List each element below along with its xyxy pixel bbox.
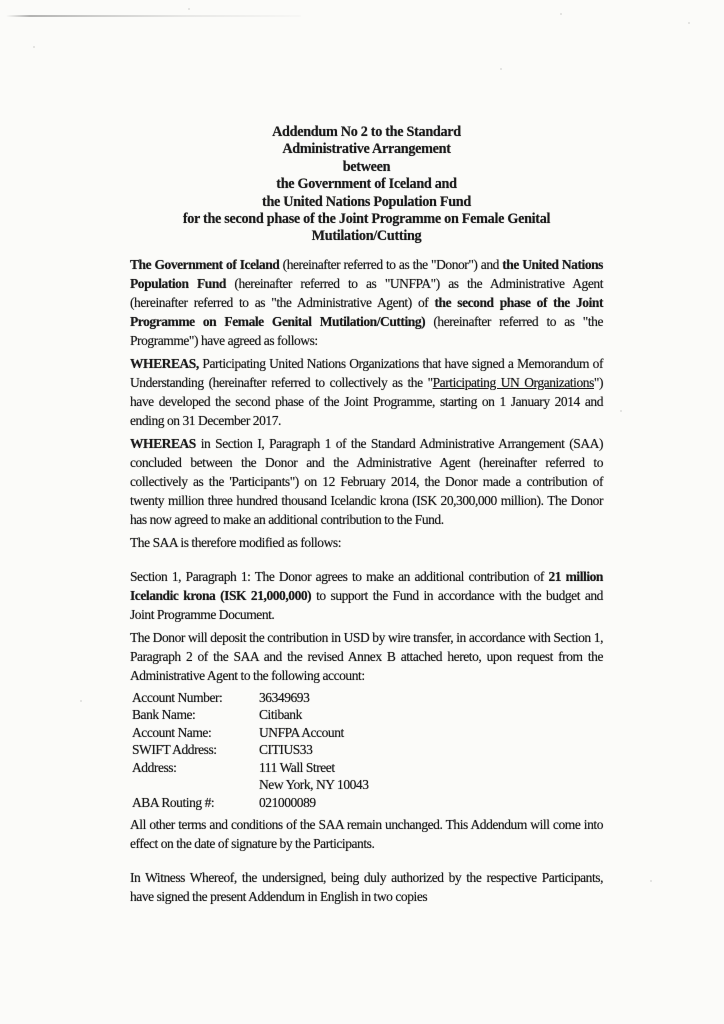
account-row — [132, 689, 603, 707]
text-segment: the United Nations Population Fund — [130, 256, 603, 291]
paragraph-whereas-2 — [130, 434, 603, 529]
scan-speck — [500, 68, 502, 70]
text-segment: The Donor will deposit the contribution in USD by wire transfer, in accordance with Section 1, Paragraph 2 of the SAA and the revised Annex B attached hereto, upon request from the Administrative Agent to the following account: — [130, 629, 603, 683]
scan-speck — [80, 700, 82, 702]
document-title — [130, 124, 603, 246]
text-segment: (hereinafter referred to as the "Donor") and — [279, 256, 503, 272]
paragraph-witness — [130, 868, 603, 906]
document-body — [130, 124, 603, 910]
paragraph-section-1 — [130, 567, 603, 624]
scan-artifact-streak — [6, 15, 301, 17]
text-segment: ") have developed the second phase of the Joint Programme, starting on 1 January 2014 and ending on 31 December 2017. — [130, 374, 603, 428]
paragraph-deposit — [130, 628, 603, 685]
text-segment: The Government of Iceland — [130, 256, 280, 272]
paragraph-parties — [130, 255, 603, 350]
text-segment: to support the Fund in accordance with the budget and Joint Programme Document. — [130, 587, 603, 622]
account-field-value: 111 Wall Street — [259, 759, 335, 775]
text-segment: WHEREAS — [130, 435, 196, 451]
scan-speck — [188, 8, 190, 10]
account-field-value: UNFPA Account — [259, 724, 344, 740]
text-segment: All other terms and conditions of the SAA remain unchanged. This Addendum will come into effect on the date of signature by the Participants. — [130, 817, 603, 852]
account-field-value: Citibank — [259, 707, 302, 723]
account-field-label: Account Name: — [132, 724, 212, 740]
account-field-label: Address: — [132, 759, 177, 775]
scan-speck — [620, 410, 622, 412]
title-line: the United Nations Population Fund — [262, 193, 471, 210]
account-field-value: CITIUS33 — [259, 742, 313, 758]
title-line: for the second phase of the Joint Programme on Female Genital — [182, 211, 551, 228]
account-field-value: 36349693 — [259, 689, 310, 705]
account-row — [132, 724, 603, 742]
account-field-label: Account Number: — [132, 689, 223, 705]
scan-speck — [650, 880, 652, 882]
text-segment: in Section I, Paragraph 1 of the Standard Administrative Arrangement (SAA) concluded between the Donor and the Administrative Agent (hereinafter referred to collectively as the 'Participants") on 12 February 2014, the Donor made a contribution of twenty million three hundred thousand Icelandic krona (ISK 20,300,000 million). The Donor has now agreed to make an additional contribution to the Fund. — [130, 435, 603, 527]
scan-speck — [33, 46, 35, 48]
account-row — [132, 759, 603, 777]
account-row — [132, 741, 603, 759]
text-segment: the second phase of the Joint Programme on Female Genital Mutilation/Cutting) — [130, 294, 603, 329]
account-field-value: New York, NY 10043 — [259, 777, 369, 793]
title-line: the Government of Iceland and — [276, 176, 457, 193]
scan-speck — [560, 13, 562, 15]
account-field-value: 021000089 — [259, 794, 316, 810]
account-field-label — [132, 776, 259, 794]
paragraph-saa-modified — [130, 533, 603, 552]
text-segment: (hereinafter referred to as "the Programme") have agreed as follows: — [130, 313, 603, 348]
text-segment: 21 million Icelandic krona (ISK 21,000,000) — [130, 568, 603, 603]
title-line: Mutilation/Cutting — [311, 228, 422, 245]
account-row — [132, 776, 603, 794]
scan-speck — [688, 22, 690, 24]
text-segment: WHEREAS, — [130, 355, 199, 371]
text-segment: Participating UN Organizations — [432, 374, 594, 390]
text-segment: Participating United Nations Organizations that have signed a Memorandum of Understanding (hereinafter referred to collectively as the " — [130, 355, 603, 390]
account-row — [132, 794, 603, 812]
title-line: Addendum No 2 to the Standard — [272, 124, 461, 140]
account-details — [132, 689, 603, 812]
paragraph-unchanged — [130, 815, 603, 853]
text-segment: (hereinafter referred to as "UNFPA") as the Administrative Agent (hereinafter referred to as "the Administrative Agent) of — [130, 275, 603, 310]
text-segment: In Witness Whereof, the undersigned, being duly authorized by the respective Participants, have signed the present Addendum in English in two copies — [130, 870, 603, 905]
title-line: between — [342, 158, 391, 175]
account-field-label: ABA Routing #: — [132, 794, 215, 810]
account-field-label: Bank Name: — [132, 707, 196, 723]
title-line: Administrative Arrangement — [282, 141, 451, 158]
text-segment: The SAA is therefore modified as follows: — [130, 534, 342, 550]
text-segment: Section 1, Paragraph 1: The Donor agrees to make an additional contribution of — [130, 568, 549, 584]
account-row — [132, 706, 603, 724]
paragraph-whereas-1 — [130, 354, 603, 430]
account-field-label: SWIFT Address: — [132, 742, 217, 758]
